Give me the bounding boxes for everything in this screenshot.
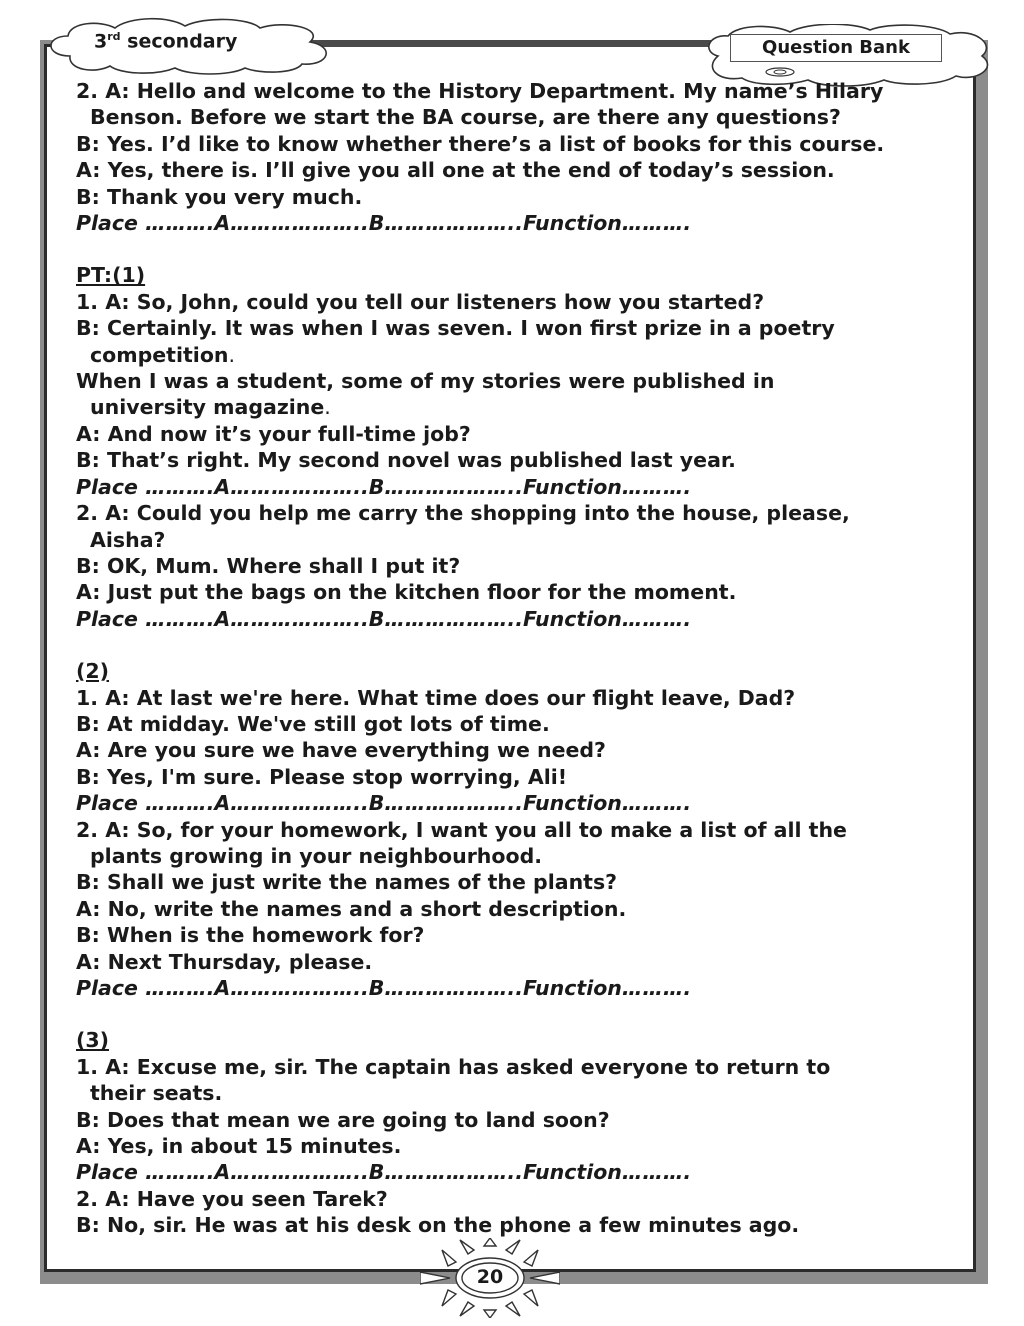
grade-label: 3rd secondary [94,30,238,53]
text-line: 2. A: Hello and welcome to the History Department. My name’s Hilary [76,79,884,103]
section-heading: (3) [76,1028,110,1053]
text-line: B: Thank you very much. [76,184,363,209]
text-line: A: And now it’s your full-time job? [76,421,471,446]
text-line: A: Yes, in about 15 minutes. [76,1134,402,1159]
text-line: B: Yes. I’d like to know whether there’s a list of books for this course. [76,131,885,156]
text-line: 2. A: So, for your homework, I want you all to make a list of all the [76,817,847,842]
text-line: 1. A: Excuse me, sir. The captain has asked everyone to return to [76,1054,831,1079]
text-line: their seats. [90,1081,223,1106]
text-line: 2. A: Could you help me carry the shopping into the house, please, [76,501,850,526]
text-line: When I was a student, some of my stories were published in [76,369,775,394]
text-line: B: At midday. We've still got lots of time. [76,711,550,736]
text-line: B: OK, Mum. Where shall I put it? [76,553,461,578]
text-line: B: Certainly. It was when I was seven. I won first prize in a poetry [76,316,835,341]
text-line: competition. [90,342,236,367]
text-line: B: No, sir. He was at his desk on the phone a few minutes ago. [76,1213,800,1238]
answer-prompt: Place ……….A………………..B………………..Function………. [76,474,692,499]
text-line: university magazine. [90,395,331,420]
document-body [76,78,956,1239]
section-heading: (2) [76,659,110,684]
page-number-badge [420,1238,560,1318]
question-bank-title: Question Bank [730,34,942,62]
text-line: Aisha? [90,527,166,552]
answer-prompt: Place ……….A………………..B………………..Function………. [76,606,692,631]
text-line: A: Next Thursday, please. [76,949,373,974]
text-line: A: Are you sure we have everything we need? [76,738,606,763]
text-line: 1. A: At last we're here. What time does our flight leave, Dad? [76,685,796,710]
text-line: B: Shall we just write the names of the plants? [76,870,618,895]
grade-cloud [40,16,340,76]
text-line: B: Yes, I'm sure. Please stop worrying, Ali! [76,764,568,789]
text-line: Benson. Before we start the BA course, are there any questions? [90,105,841,130]
text-line: 2. A: Have you seen Tarek? [76,1186,388,1211]
answer-prompt: Place ……….A………………..B………………..Function………. [76,791,692,816]
answer-prompt: Place ……….A………………..B………………..Function………. [76,1160,692,1185]
text-line: plants growing in your neighbourhood. [90,843,543,868]
header-bar [300,40,760,47]
text-line: 1. A: So, John, could you tell our listeners how you started? [76,289,765,314]
section-heading: PT:(1) [76,263,146,288]
text-line: A: Just put the bags on the kitchen floor for the moment. [76,580,737,605]
page-number: 20 [476,1266,504,1288]
text-line: B: Does that mean we are going to land soon? [76,1107,610,1132]
text-line: A: No, write the names and a short description. [76,896,627,921]
answer-prompt: Place ……….A………………..B………………..Function………. [76,211,692,236]
answer-prompt: Place ……….A………………..B………………..Function………. [76,976,692,1000]
text-line: B: When is the homework for? [76,923,425,948]
text-line: A: Yes, there is. I’ll give you all one at the end of today’s session. [76,158,835,183]
text-line: B: That’s right. My second novel was published last year. [76,448,736,473]
